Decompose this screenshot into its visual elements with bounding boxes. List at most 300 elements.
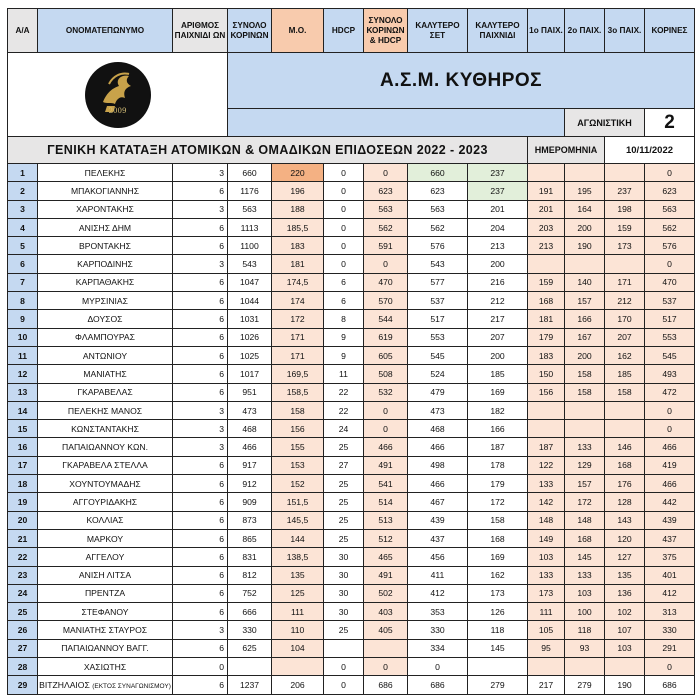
row-number-cell: 1	[8, 164, 38, 182]
average-cell: 169,5	[272, 365, 324, 383]
pins-cell: 419	[645, 456, 695, 474]
club-logo	[85, 62, 151, 128]
player-name-cell: ΠΕΛΕΚΗΣ	[38, 164, 173, 182]
game-2-cell: 166	[565, 310, 605, 328]
table-row	[8, 658, 695, 676]
page-title: Α.Σ.Μ. ΚΥΘΗΡΟΣ	[228, 53, 695, 109]
handicap-cell: 30	[324, 566, 364, 584]
row-number-cell: 23	[8, 566, 38, 584]
row-number-cell: 5	[8, 237, 38, 255]
total-pins-cell: 752	[228, 584, 272, 602]
average-cell: 188	[272, 200, 324, 218]
total-with-handicap-cell: 532	[364, 383, 408, 401]
game-3-cell: 198	[605, 200, 645, 218]
pins-cell: 375	[645, 548, 695, 566]
pins-cell: 401	[645, 566, 695, 584]
total-with-handicap-cell: 570	[364, 292, 408, 310]
total-with-handicap-cell: 470	[364, 273, 408, 291]
row-number-cell: 2	[8, 182, 38, 200]
game-1-cell: 150	[528, 365, 565, 383]
average-cell: 153	[272, 456, 324, 474]
game-2-cell	[565, 164, 605, 182]
player-name-cell: ΜΑΝΙΑΤΗΣ	[38, 365, 173, 383]
best-set-cell: 576	[408, 237, 468, 255]
games-count-cell: 6	[173, 365, 228, 383]
total-with-handicap-cell	[364, 639, 408, 657]
best-set-cell: 456	[408, 548, 468, 566]
game-1-cell: 95	[528, 639, 565, 657]
game-1-cell: 191	[528, 182, 565, 200]
total-pins-cell	[228, 658, 272, 676]
game-2-cell: 158	[565, 383, 605, 401]
standings-subtitle: ΓΕΝΙΚΗ ΚΑΤΑΤΑΞΗ ΑΤΟΜΙΚΩΝ & ΟΜΑΔΙΚΩΝ ΕΠΙΔΟΣΕΩΝ 2022 - 2023	[8, 137, 528, 164]
games-count-cell: 6	[173, 548, 228, 566]
total-pins-cell: 473	[228, 401, 272, 419]
best-game-cell: 216	[468, 273, 528, 291]
handicap-cell: 24	[324, 420, 364, 438]
game-1-cell: 181	[528, 310, 565, 328]
table-row	[8, 255, 695, 273]
col-games: ΑΡΙΘΜΟΣ ΠΑΙΧΝΙΔΙ ΩΝ	[173, 9, 228, 53]
pins-cell: 330	[645, 621, 695, 639]
best-game-cell: 173	[468, 584, 528, 602]
games-count-cell: 6	[173, 237, 228, 255]
game-2-cell: 103	[565, 584, 605, 602]
game-3-cell	[605, 401, 645, 419]
handicap-cell	[324, 639, 364, 657]
game-1-cell: 133	[528, 566, 565, 584]
games-count-cell: 6	[173, 383, 228, 401]
best-set-cell: 498	[408, 456, 468, 474]
game-2-cell: 164	[565, 200, 605, 218]
handicap-cell: 0	[324, 255, 364, 273]
total-pins-cell: 1026	[228, 328, 272, 346]
games-count-cell: 3	[173, 401, 228, 419]
row-number-cell: 26	[8, 621, 38, 639]
player-name-cell: ΠΕΛΕΚΗΣ ΜΑΝΟΣ	[38, 401, 173, 419]
row-number-cell: 17	[8, 456, 38, 474]
average-cell: 183	[272, 237, 324, 255]
best-set-cell: 468	[408, 420, 468, 438]
player-name-cell: ΒΡΟΝΤΑΚΗΣ	[38, 237, 173, 255]
row-number-cell: 21	[8, 529, 38, 547]
games-count-cell: 6	[173, 493, 228, 511]
row-number-cell: 14	[8, 401, 38, 419]
best-set-cell: 466	[408, 475, 468, 493]
table-row	[8, 273, 695, 291]
total-pins-cell: 873	[228, 511, 272, 529]
handicap-cell: 22	[324, 383, 364, 401]
best-game-cell: 169	[468, 383, 528, 401]
player-name-cell: ΑΝΤΩΝΙΟΥ	[38, 346, 173, 364]
game-2-cell	[565, 255, 605, 273]
col-game-1: 1ο ΠΑΙΧ.	[528, 9, 565, 53]
total-with-handicap-cell: 591	[364, 237, 408, 255]
best-game-cell: 187	[468, 438, 528, 456]
row-number-cell: 29	[8, 676, 38, 694]
col-total: ΣΥΝΟΛΟ ΚΟΡΙΝΩΝ	[228, 9, 272, 53]
row-number-cell: 7	[8, 273, 38, 291]
pins-cell: 493	[645, 365, 695, 383]
total-with-handicap-cell: 562	[364, 218, 408, 236]
average-cell: 152	[272, 475, 324, 493]
row-number-cell: 22	[8, 548, 38, 566]
game-1-cell	[528, 420, 565, 438]
game-2-cell: 279	[565, 676, 605, 694]
best-set-cell: 334	[408, 639, 468, 657]
round-value: 2	[645, 109, 695, 137]
best-set-cell: 411	[408, 566, 468, 584]
player-name-cell: ΑΓΓΟΥΡΙΔΑΚΗΣ	[38, 493, 173, 511]
table-row	[8, 237, 695, 255]
game-3-cell: 135	[605, 566, 645, 584]
pins-cell: 623	[645, 182, 695, 200]
best-game-cell: 204	[468, 218, 528, 236]
table-row	[8, 621, 695, 639]
average-cell: 174	[272, 292, 324, 310]
total-with-handicap-cell: 0	[364, 164, 408, 182]
best-game-cell: 212	[468, 292, 528, 310]
game-3-cell: 159	[605, 218, 645, 236]
table-row	[8, 566, 695, 584]
game-2-cell	[565, 658, 605, 676]
games-count-cell: 6	[173, 456, 228, 474]
best-game-cell: 166	[468, 420, 528, 438]
row-number-cell: 13	[8, 383, 38, 401]
total-pins-cell: 951	[228, 383, 272, 401]
games-count-cell: 3	[173, 621, 228, 639]
games-count-cell: 6	[173, 182, 228, 200]
average-cell: 181	[272, 255, 324, 273]
pins-cell: 517	[645, 310, 695, 328]
handicap-cell: 25	[324, 493, 364, 511]
handicap-cell: 0	[324, 218, 364, 236]
game-2-cell: 158	[565, 365, 605, 383]
game-3-cell: 103	[605, 639, 645, 657]
average-cell: 111	[272, 603, 324, 621]
best-game-cell: 168	[468, 529, 528, 547]
games-count-cell: 6	[173, 292, 228, 310]
game-1-cell: 187	[528, 438, 565, 456]
game-3-cell: 107	[605, 621, 645, 639]
game-2-cell: 148	[565, 511, 605, 529]
total-with-handicap-cell: 0	[364, 401, 408, 419]
best-set-cell: 0	[408, 658, 468, 676]
game-3-cell: 143	[605, 511, 645, 529]
total-pins-cell: 660	[228, 164, 272, 182]
game-1-cell: 111	[528, 603, 565, 621]
best-game-cell: 126	[468, 603, 528, 621]
best-set-cell: 473	[408, 401, 468, 419]
total-pins-cell: 1113	[228, 218, 272, 236]
title-spacer	[228, 109, 565, 137]
game-1-cell: 149	[528, 529, 565, 547]
row-number-cell: 9	[8, 310, 38, 328]
round-label: ΑΓΩΝΙΣΤΙΚΗ	[565, 109, 645, 137]
game-1-cell: 217	[528, 676, 565, 694]
average-cell: 172	[272, 310, 324, 328]
game-1-cell: 142	[528, 493, 565, 511]
player-name-cell: ΚΑΡΠΑΘΑΚΗΣ	[38, 273, 173, 291]
total-pins-cell: 543	[228, 255, 272, 273]
best-set-cell: 686	[408, 676, 468, 694]
best-set-cell: 524	[408, 365, 468, 383]
table-row	[8, 182, 695, 200]
pins-cell: 439	[645, 511, 695, 529]
game-3-cell: 171	[605, 273, 645, 291]
best-set-cell: 466	[408, 438, 468, 456]
total-pins-cell: 330	[228, 621, 272, 639]
best-set-cell: 412	[408, 584, 468, 602]
average-cell: 156	[272, 420, 324, 438]
average-cell: 138,5	[272, 548, 324, 566]
best-game-cell: 200	[468, 346, 528, 364]
total-with-handicap-cell: 0	[364, 658, 408, 676]
handicap-cell: 27	[324, 456, 364, 474]
player-name-cell: ΓΚΑΡΑΒΕΛΑΣ	[38, 383, 173, 401]
average-cell: 145,5	[272, 511, 324, 529]
average-cell: 206	[272, 676, 324, 694]
pins-cell: 466	[645, 438, 695, 456]
games-count-cell: 6	[173, 310, 228, 328]
total-with-handicap-cell: 491	[364, 566, 408, 584]
total-with-handicap-cell: 623	[364, 182, 408, 200]
table-row	[8, 200, 695, 218]
game-1-cell: 105	[528, 621, 565, 639]
best-game-cell	[468, 658, 528, 676]
best-game-cell: 172	[468, 493, 528, 511]
game-3-cell	[605, 164, 645, 182]
game-1-cell: 148	[528, 511, 565, 529]
pins-cell: 291	[645, 639, 695, 657]
table-row	[8, 676, 695, 694]
total-pins-cell: 666	[228, 603, 272, 621]
pins-cell: 0	[645, 164, 695, 182]
player-name-cell: ΚΑΡΠΟΔΙΝΗΣ	[38, 255, 173, 273]
pins-cell: 470	[645, 273, 695, 291]
player-name-cell: ΣΤΕΦΑΝΟΥ	[38, 603, 173, 621]
total-with-handicap-cell: 563	[364, 200, 408, 218]
game-1-cell: 159	[528, 273, 565, 291]
best-game-cell: 207	[468, 328, 528, 346]
col-game-2: 2ο ΠΑΙΧ.	[565, 9, 605, 53]
col-best-game: ΚΑΛΥΤΕΡΟ ΠΑΙΧΝΙΔΙ	[468, 9, 528, 53]
total-with-handicap-cell: 544	[364, 310, 408, 328]
table-row	[8, 456, 695, 474]
best-set-cell: 563	[408, 200, 468, 218]
game-1-cell: 103	[528, 548, 565, 566]
row-number-cell: 12	[8, 365, 38, 383]
table-row	[8, 493, 695, 511]
game-3-cell	[605, 420, 645, 438]
player-name: ΒΙΤΖΗΛΑΙΟΣ	[39, 679, 90, 690]
best-game-cell: 145	[468, 639, 528, 657]
player-name-cell: ΜΠΑΚΟΓΙΑΝΝΗΣ	[38, 182, 173, 200]
games-count-cell: 6	[173, 584, 228, 602]
average-cell: 158,5	[272, 383, 324, 401]
pins-cell: 563	[645, 200, 695, 218]
game-2-cell: 190	[565, 237, 605, 255]
average-cell: 144	[272, 529, 324, 547]
best-game-cell: 213	[468, 237, 528, 255]
average-cell: 125	[272, 584, 324, 602]
game-2-cell: 200	[565, 218, 605, 236]
handicap-cell: 8	[324, 310, 364, 328]
row-number-cell: 16	[8, 438, 38, 456]
average-cell: 196	[272, 182, 324, 200]
row-number-cell: 10	[8, 328, 38, 346]
game-2-cell: 100	[565, 603, 605, 621]
games-count-cell: 3	[173, 164, 228, 182]
row-number-cell: 18	[8, 475, 38, 493]
player-name-cell: ΠΑΠΑΙΩΑΝΝΟΥ ΚΩΝ.	[38, 438, 173, 456]
game-3-cell: 162	[605, 346, 645, 364]
col-aa: Α/Α	[8, 9, 38, 53]
best-game-cell: 201	[468, 200, 528, 218]
game-3-cell: 127	[605, 548, 645, 566]
game-3-cell: 120	[605, 529, 645, 547]
pins-cell: 313	[645, 603, 695, 621]
pins-cell: 472	[645, 383, 695, 401]
average-cell: 174,5	[272, 273, 324, 291]
game-3-cell: 237	[605, 182, 645, 200]
handicap-cell: 30	[324, 548, 364, 566]
handicap-cell: 6	[324, 273, 364, 291]
player-name-cell: ΔΟΥΣΟΣ	[38, 310, 173, 328]
game-2-cell: 157	[565, 475, 605, 493]
pins-cell: 0	[645, 420, 695, 438]
table-row	[8, 346, 695, 364]
table-row	[8, 292, 695, 310]
game-3-cell: 176	[605, 475, 645, 493]
standings-body	[8, 164, 695, 695]
games-count-cell: 3	[173, 438, 228, 456]
total-with-handicap-cell: 502	[364, 584, 408, 602]
game-2-cell: 93	[565, 639, 605, 657]
best-set-cell: 577	[408, 273, 468, 291]
table-row	[8, 603, 695, 621]
handicap-cell: 6	[324, 292, 364, 310]
handicap-cell: 25	[324, 529, 364, 547]
player-name-cell: ΜΑΡΚΟΥ	[38, 529, 173, 547]
table-row	[8, 639, 695, 657]
game-1-cell: 179	[528, 328, 565, 346]
total-pins-cell: 831	[228, 548, 272, 566]
player-name-cell: ΜΑΝΙΑΤΗΣ ΣΤΑΥΡΟΣ	[38, 621, 173, 639]
game-1-cell: 156	[528, 383, 565, 401]
total-with-handicap-cell: 514	[364, 493, 408, 511]
game-3-cell: 170	[605, 310, 645, 328]
total-pins-cell: 1100	[228, 237, 272, 255]
total-with-handicap-cell: 466	[364, 438, 408, 456]
game-1-cell: 168	[528, 292, 565, 310]
game-2-cell	[565, 420, 605, 438]
game-1-cell	[528, 255, 565, 273]
total-with-handicap-cell: 512	[364, 529, 408, 547]
game-1-cell: 183	[528, 346, 565, 364]
game-3-cell: 128	[605, 493, 645, 511]
game-2-cell: 145	[565, 548, 605, 566]
best-game-cell: 178	[468, 456, 528, 474]
games-count-cell: 3	[173, 420, 228, 438]
handicap-cell: 0	[324, 200, 364, 218]
row-number-cell: 27	[8, 639, 38, 657]
handicap-cell: 9	[324, 328, 364, 346]
game-1-cell: 173	[528, 584, 565, 602]
pins-cell: 0	[645, 658, 695, 676]
game-3-cell: 136	[605, 584, 645, 602]
pins-cell: 537	[645, 292, 695, 310]
average-cell: 220	[272, 164, 324, 182]
pins-cell: 686	[645, 676, 695, 694]
game-2-cell: 168	[565, 529, 605, 547]
game-2-cell: 133	[565, 438, 605, 456]
average-cell: 155	[272, 438, 324, 456]
total-with-handicap-cell: 491	[364, 456, 408, 474]
total-pins-cell: 1025	[228, 346, 272, 364]
total-with-handicap-cell: 405	[364, 621, 408, 639]
table-row	[8, 420, 695, 438]
total-pins-cell: 1176	[228, 182, 272, 200]
handicap-cell: 25	[324, 621, 364, 639]
game-1-cell	[528, 401, 565, 419]
games-count-cell: 6	[173, 529, 228, 547]
pins-cell: 437	[645, 529, 695, 547]
total-pins-cell: 1237	[228, 676, 272, 694]
player-name-cell: ΚΩΝΣΤΑΝΤΑΚΗΣ	[38, 420, 173, 438]
col-pins: ΚΟΡΙΝΕΣ	[645, 9, 695, 53]
handicap-cell: 22	[324, 401, 364, 419]
table-row	[8, 218, 695, 236]
logo-cell	[8, 53, 228, 137]
row-number-cell: 11	[8, 346, 38, 364]
row-number-cell: 4	[8, 218, 38, 236]
games-count-cell: 6	[173, 273, 228, 291]
col-name: ΟΝΟΜΑΤΕΠΩΝΥΜΟ	[38, 9, 173, 53]
logo-year: 2009	[108, 106, 127, 115]
total-pins-cell: 625	[228, 639, 272, 657]
best-set-cell: 537	[408, 292, 468, 310]
game-2-cell: 129	[565, 456, 605, 474]
player-name-cell: ΚΟΛΛΙΑΣ	[38, 511, 173, 529]
games-count-cell: 3	[173, 255, 228, 273]
pins-cell: 412	[645, 584, 695, 602]
row-number-cell: 6	[8, 255, 38, 273]
best-set-cell: 517	[408, 310, 468, 328]
games-count-cell: 6	[173, 475, 228, 493]
table-row	[8, 401, 695, 419]
games-count-cell: 6	[173, 603, 228, 621]
best-set-cell: 353	[408, 603, 468, 621]
game-1-cell: 122	[528, 456, 565, 474]
row-number-cell: 15	[8, 420, 38, 438]
name-note: (ΕΚΤΟΣ ΣΥΝΑΓΩΝΙΣΜΟΥ)	[92, 682, 171, 690]
average-cell: 185,5	[272, 218, 324, 236]
table-row	[8, 475, 695, 493]
total-pins-cell: 1031	[228, 310, 272, 328]
handicap-cell: 0	[324, 237, 364, 255]
total-with-handicap-cell: 0	[364, 420, 408, 438]
game-3-cell	[605, 658, 645, 676]
pins-cell: 553	[645, 328, 695, 346]
player-name-cell	[38, 676, 173, 694]
game-1-cell: 133	[528, 475, 565, 493]
total-pins-cell: 865	[228, 529, 272, 547]
pins-cell: 466	[645, 475, 695, 493]
player-name-cell: ΠΑΠΑΙΩΑΝΝΟΥ ΒΑΓΓ.	[38, 639, 173, 657]
best-set-cell: 543	[408, 255, 468, 273]
table-row	[8, 164, 695, 182]
